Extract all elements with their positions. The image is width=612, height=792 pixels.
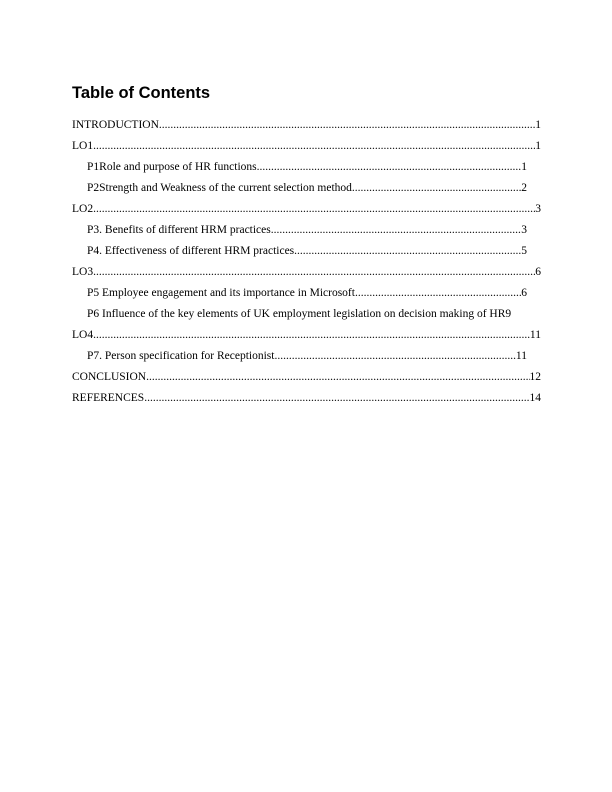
toc-entry-p5[interactable] <box>87 286 527 300</box>
toc-entry-p2[interactable] <box>87 181 527 195</box>
toc-entry-label: LO3 <box>72 266 94 278</box>
toc-entry-label: P6 Influence of the key elements of UK employment legislation on decision making of HR <box>87 308 506 320</box>
toc-entry-page: 9 <box>505 308 512 320</box>
toc-entry-p7[interactable] <box>87 349 527 363</box>
toc-entry-lo4[interactable] <box>72 328 541 342</box>
toc-entry-references[interactable] <box>72 391 541 405</box>
toc-entry-label: LO1 <box>72 140 94 152</box>
toc-entry-page: 1 <box>535 140 541 152</box>
toc-entry-label: CONCLUSION <box>72 371 147 383</box>
toc-leader-dots <box>93 202 535 216</box>
toc-leader-dots <box>274 349 515 363</box>
toc-entry-label: P7. Person specification for Receptionist <box>87 350 275 362</box>
toc-leader-dots <box>93 265 535 279</box>
toc-entry-p3[interactable] <box>87 223 527 237</box>
toc-leader-dots <box>352 181 521 195</box>
toc-entry-label: LO4 <box>72 329 94 341</box>
toc-entry-introduction[interactable] <box>72 118 541 132</box>
toc-leader-dots <box>355 286 521 300</box>
toc-entry-p1[interactable] <box>87 160 527 174</box>
toc-entry-p4[interactable] <box>87 244 527 258</box>
toc-entry-page: 14 <box>529 392 541 404</box>
toc-heading: Table of Contents <box>72 84 211 102</box>
toc-entry-page: 12 <box>529 371 541 383</box>
toc-leader-dots <box>257 160 522 174</box>
toc-leader-dots <box>271 223 522 237</box>
toc-entry-page: 3 <box>535 203 541 215</box>
toc-entry-label: REFERENCES <box>72 392 145 404</box>
toc-entry-page: 6 <box>521 287 527 299</box>
toc-entry-conclusion[interactable] <box>72 370 541 384</box>
toc-entry-page: 5 <box>521 245 527 257</box>
toc-entry-lo3[interactable] <box>72 265 541 279</box>
toc-leader-dots <box>93 328 530 342</box>
toc-entry-label: P2Strength and Weakness of the current selection method <box>87 182 352 194</box>
toc-entry-page: 3 <box>521 224 527 236</box>
toc-leader-dots <box>159 118 535 132</box>
toc-leader-dots <box>146 370 529 384</box>
toc-entry-p6[interactable] <box>87 307 537 321</box>
toc-entry-label: P4. Effectiveness of different HRM practices <box>87 245 295 257</box>
toc-entry-label: INTRODUCTION <box>72 119 159 131</box>
toc-entry-page: 6 <box>535 266 541 278</box>
toc-leader-dots <box>93 139 535 153</box>
toc-entry-label: P3. Benefits of different HRM practices <box>87 224 271 236</box>
toc-entry-label: P1Role and purpose of HR functions <box>87 161 257 173</box>
toc-entry-page: 2 <box>521 182 527 194</box>
toc-entry-label: P5 Employee engagement and its importance in Microsoft <box>87 287 355 299</box>
toc-entry-label: LO2 <box>72 203 94 215</box>
toc-leader-dots <box>144 391 529 405</box>
toc-entry-page: 1 <box>521 161 527 173</box>
toc-entry-lo2[interactable] <box>72 202 541 216</box>
toc-entry-page: 11 <box>515 350 527 362</box>
toc-entry-lo1[interactable] <box>72 139 541 153</box>
toc-leader-dots <box>294 244 521 258</box>
toc-entry-page: 11 <box>529 329 541 341</box>
toc-entry-page: 1 <box>535 119 541 131</box>
